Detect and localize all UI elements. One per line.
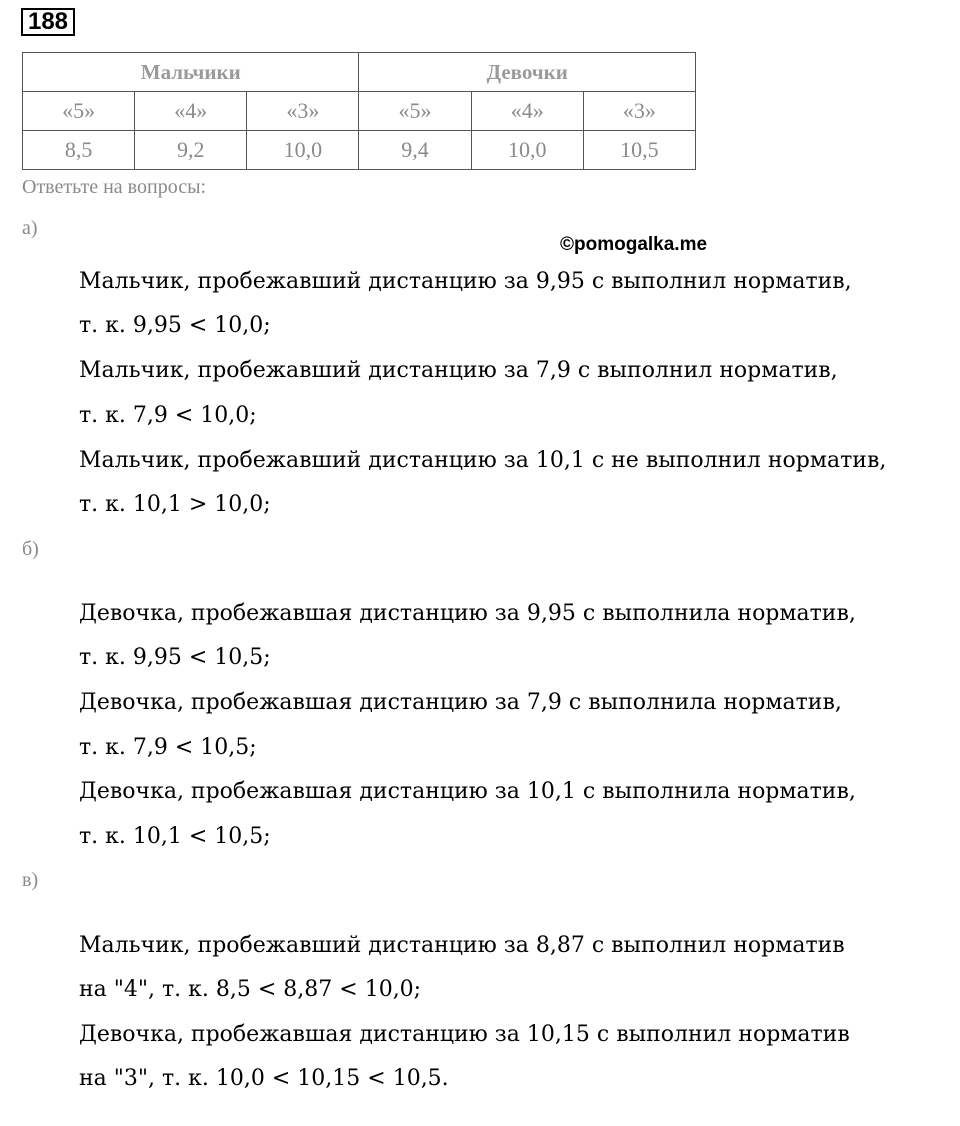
answer-line: т. к. 10,1 < 10,5; [79,824,271,849]
watermark: ©pomogalka.me [560,234,708,255]
table-value-cell: 8,5 [23,131,135,170]
table-header-row [23,53,696,92]
answer-line: Мальчик, пробежавший дистанцию за 7,9 с выполнил норматив, [79,358,838,383]
table-values-row [23,131,696,170]
table-grade-cell: «3» [583,92,695,131]
answer-line: Мальчик, пробежавший дистанцию за 8,87 с выполнил норматив [79,933,845,958]
table-value-cell: 10,0 [247,131,359,170]
section-label-b: б) [22,538,39,560]
answer-line: Мальчик, пробежавший дистанцию за 10,1 с не выполнил норматив, [79,448,887,473]
answer-line: Девочка, пробежавшая дистанцию за 7,9 с выполнила норматив, [79,690,842,715]
task-number: 188 [21,8,75,36]
answer-line: т. к. 7,9 < 10,5; [79,735,257,760]
answer-line: Девочка, пробежавшая дистанцию за 10,1 с выполнила норматив, [79,779,856,804]
table-grade-cell: «5» [23,92,135,131]
table-value-cell: 9,4 [359,131,471,170]
table-grades-row [23,92,696,131]
answer-line: т. к. 10,1 > 10,0; [79,492,271,517]
questions-prompt: Ответьте на вопросы: [22,176,207,198]
answer-line: Девочка, пробежавшая дистанцию за 9,95 с выполнила норматив, [79,601,856,626]
table-value-cell: 9,2 [135,131,247,170]
answer-line: Девочка, пробежавшая дистанцию за 10,15 с выполнил норматив [79,1022,850,1047]
table-group-girls: Девочки [359,53,696,92]
answer-line: на "4", т. к. 8,5 < 8,87 < 10,0; [79,977,422,1002]
table-grade-cell: «5» [359,92,471,131]
table-value-cell: 10,5 [583,131,695,170]
table-grade-cell: «3» [247,92,359,131]
answer-line: на "3", т. к. 10,0 < 10,15 < 10,5. [79,1066,449,1091]
answer-line: т. к. 9,95 < 10,0; [79,313,271,338]
table-value-cell: 10,0 [471,131,583,170]
section-label-a: а) [22,217,38,239]
section-label-v: в) [22,869,39,891]
table-group-boys: Мальчики [23,53,359,92]
norms-table [22,52,696,170]
answer-line: т. к. 9,95 < 10,5; [79,645,271,670]
answer-line: т. к. 7,9 < 10,0; [79,403,257,428]
answer-line: Мальчик, пробежавший дистанцию за 9,95 с выполнил норматив, [79,269,852,294]
table-grade-cell: «4» [471,92,583,131]
table-grade-cell: «4» [135,92,247,131]
